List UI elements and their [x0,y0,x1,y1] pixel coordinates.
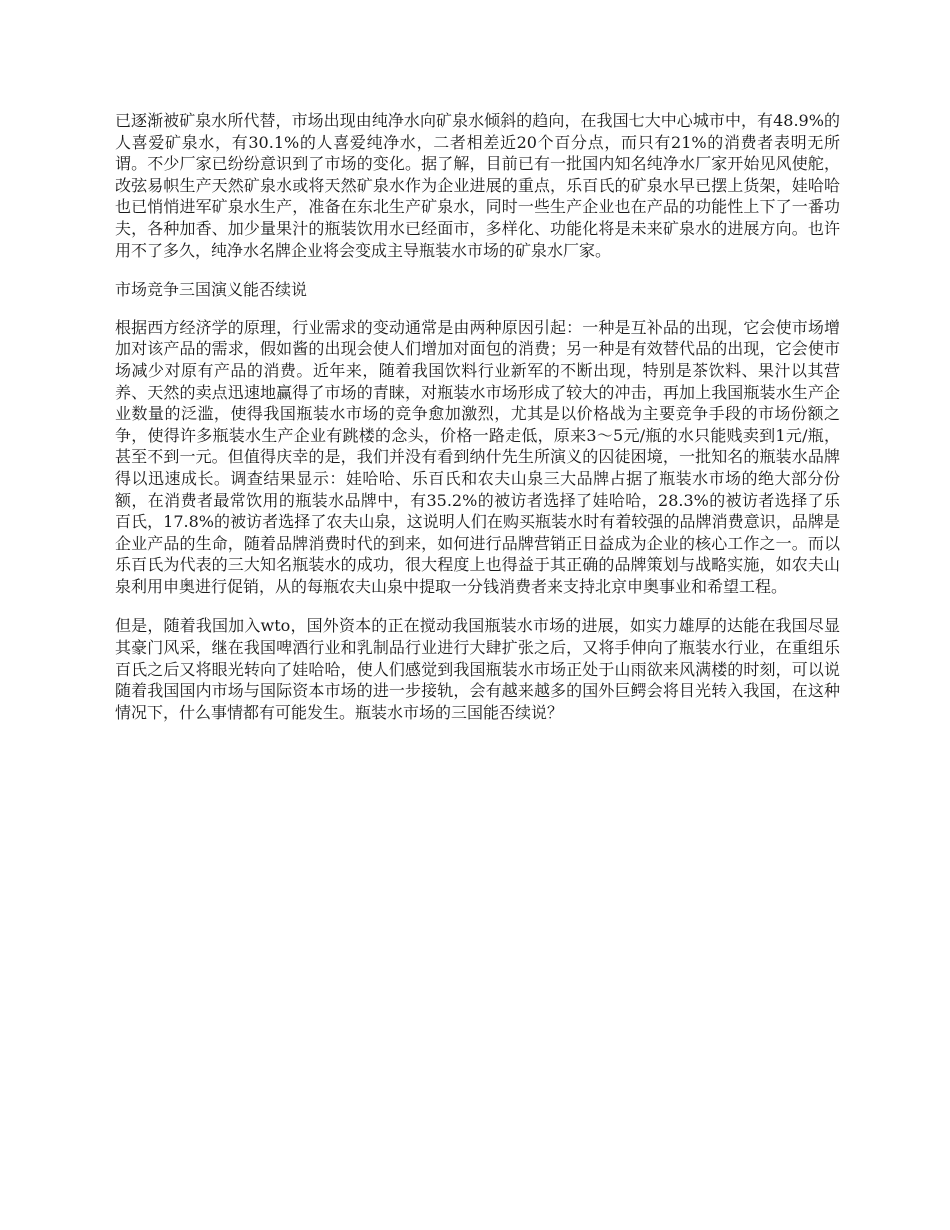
paragraph-foreign-capital: 但是，随着我国加入wto，国外资本的正在搅动我国瓶装水市场的进展，如实力雄厚的达能在我国尽显其豪门风采，继在我国啤酒行业和乳制品行业进行大肆扩张之后，又将手伸向了瓶装水行业，在重组乐百氏之后又将眼光转向了娃哈哈，使人们感觉到我国瓶装水市场正处于山雨欲来风满楼的时刻，可以说随着我国国内市场与国际资本市场的进一步接轨，会有越来越多的国外巨鳄会将目光转入我国，在这种情况下，什么事情都有可能发生。瓶装水市场的三国能否续说？ [115,616,840,722]
document-body [115,110,840,741]
paragraph-market-competition: 根据西方经济学的原理，行业需求的变动通常是由两种原因引起：一种是互补品的出现，它会使市场增加对该产品的需求，假如酱的出现会使人们增加对面包的消费；另一种是有效替代品的出现，它会使市场减少对原有产品的消费。近年来，随着我国饮料行业新军的不断出现，特别是茶饮料、果汁以其营养、天然的卖点迅速地赢得了市场的青睐，对瓶装水市场形成了较大的冲击，再加上我国瓶装水生产企业数量的泛滥，使得我国瓶装水市场的竞争愈加激烈，尤其是以价格战为主要竞争手段的市场份额之争，使得许多瓶装水生产企业有跳楼的念头，价格一路走低，原来3～5元/瓶的水只能贱卖到1元/瓶，甚至不到一元。但值得庆幸的是，我们并没有看到纳什先生所演义的囚徒困境，一批知名的瓶装水品牌得以迅速成长。调查结果显示：娃哈哈、乐百氏和农夫山泉三大品牌占据了瓶装水市场的绝大部分份额，在消费者最常饮用的瓶装水品牌中，有35.2%的被访者选择了娃哈哈，28.3%的被访者选择了乐百氏，17.8%的被访者选择了农夫山泉，这说明人们在购买瓶装水时有着较强的品牌消费意识，品牌是企业产品的生命，随着品牌消费时代的到来，如何进行品牌营销正日益成为企业的核心工作之一。而以乐百氏为代表的三大知名瓶装水的成功，很大程度上也得益于其正确的品牌策划与战略实施，如农夫山泉利用申奥进行促销，从的每瓶农夫山泉中提取一分钱消费者来支持北京申奥事业和希望工程。 [115,317,840,596]
section-heading: 市场竞争三国演义能否续说 [115,280,308,300]
paragraph-mineral-water-trend: 已逐渐被矿泉水所代替，市场出现由纯净水向矿泉水倾斜的趋向，在我国七大中心城市中，有48.9%的人喜爱矿泉水，有30.1%的人喜爱纯净水，二者相差近20个百分点，而只有21%的消费者表明无所谓。不少厂家已纷纷意识到了市场的变化。据了解，目前已有一批国内知名纯净水厂家开始见风使舵，改弦易帜生产天然矿泉水或将天然矿泉水作为企业进展的重点，乐百氏的矿泉水早已摆上货架，娃哈哈也已悄悄进军矿泉水生产，准备在东北生产矿泉水，同时一些生产企业也在产品的功能性上下了一番功夫，各种加香、加少量果汁的瓶装饮用水已经面市，多样化、功能化将是未来矿泉水的进展方向。也许用不了多久，纯净水名牌企业将会变成主导瓶装水市场的矿泉水厂家。 [115,111,840,260]
